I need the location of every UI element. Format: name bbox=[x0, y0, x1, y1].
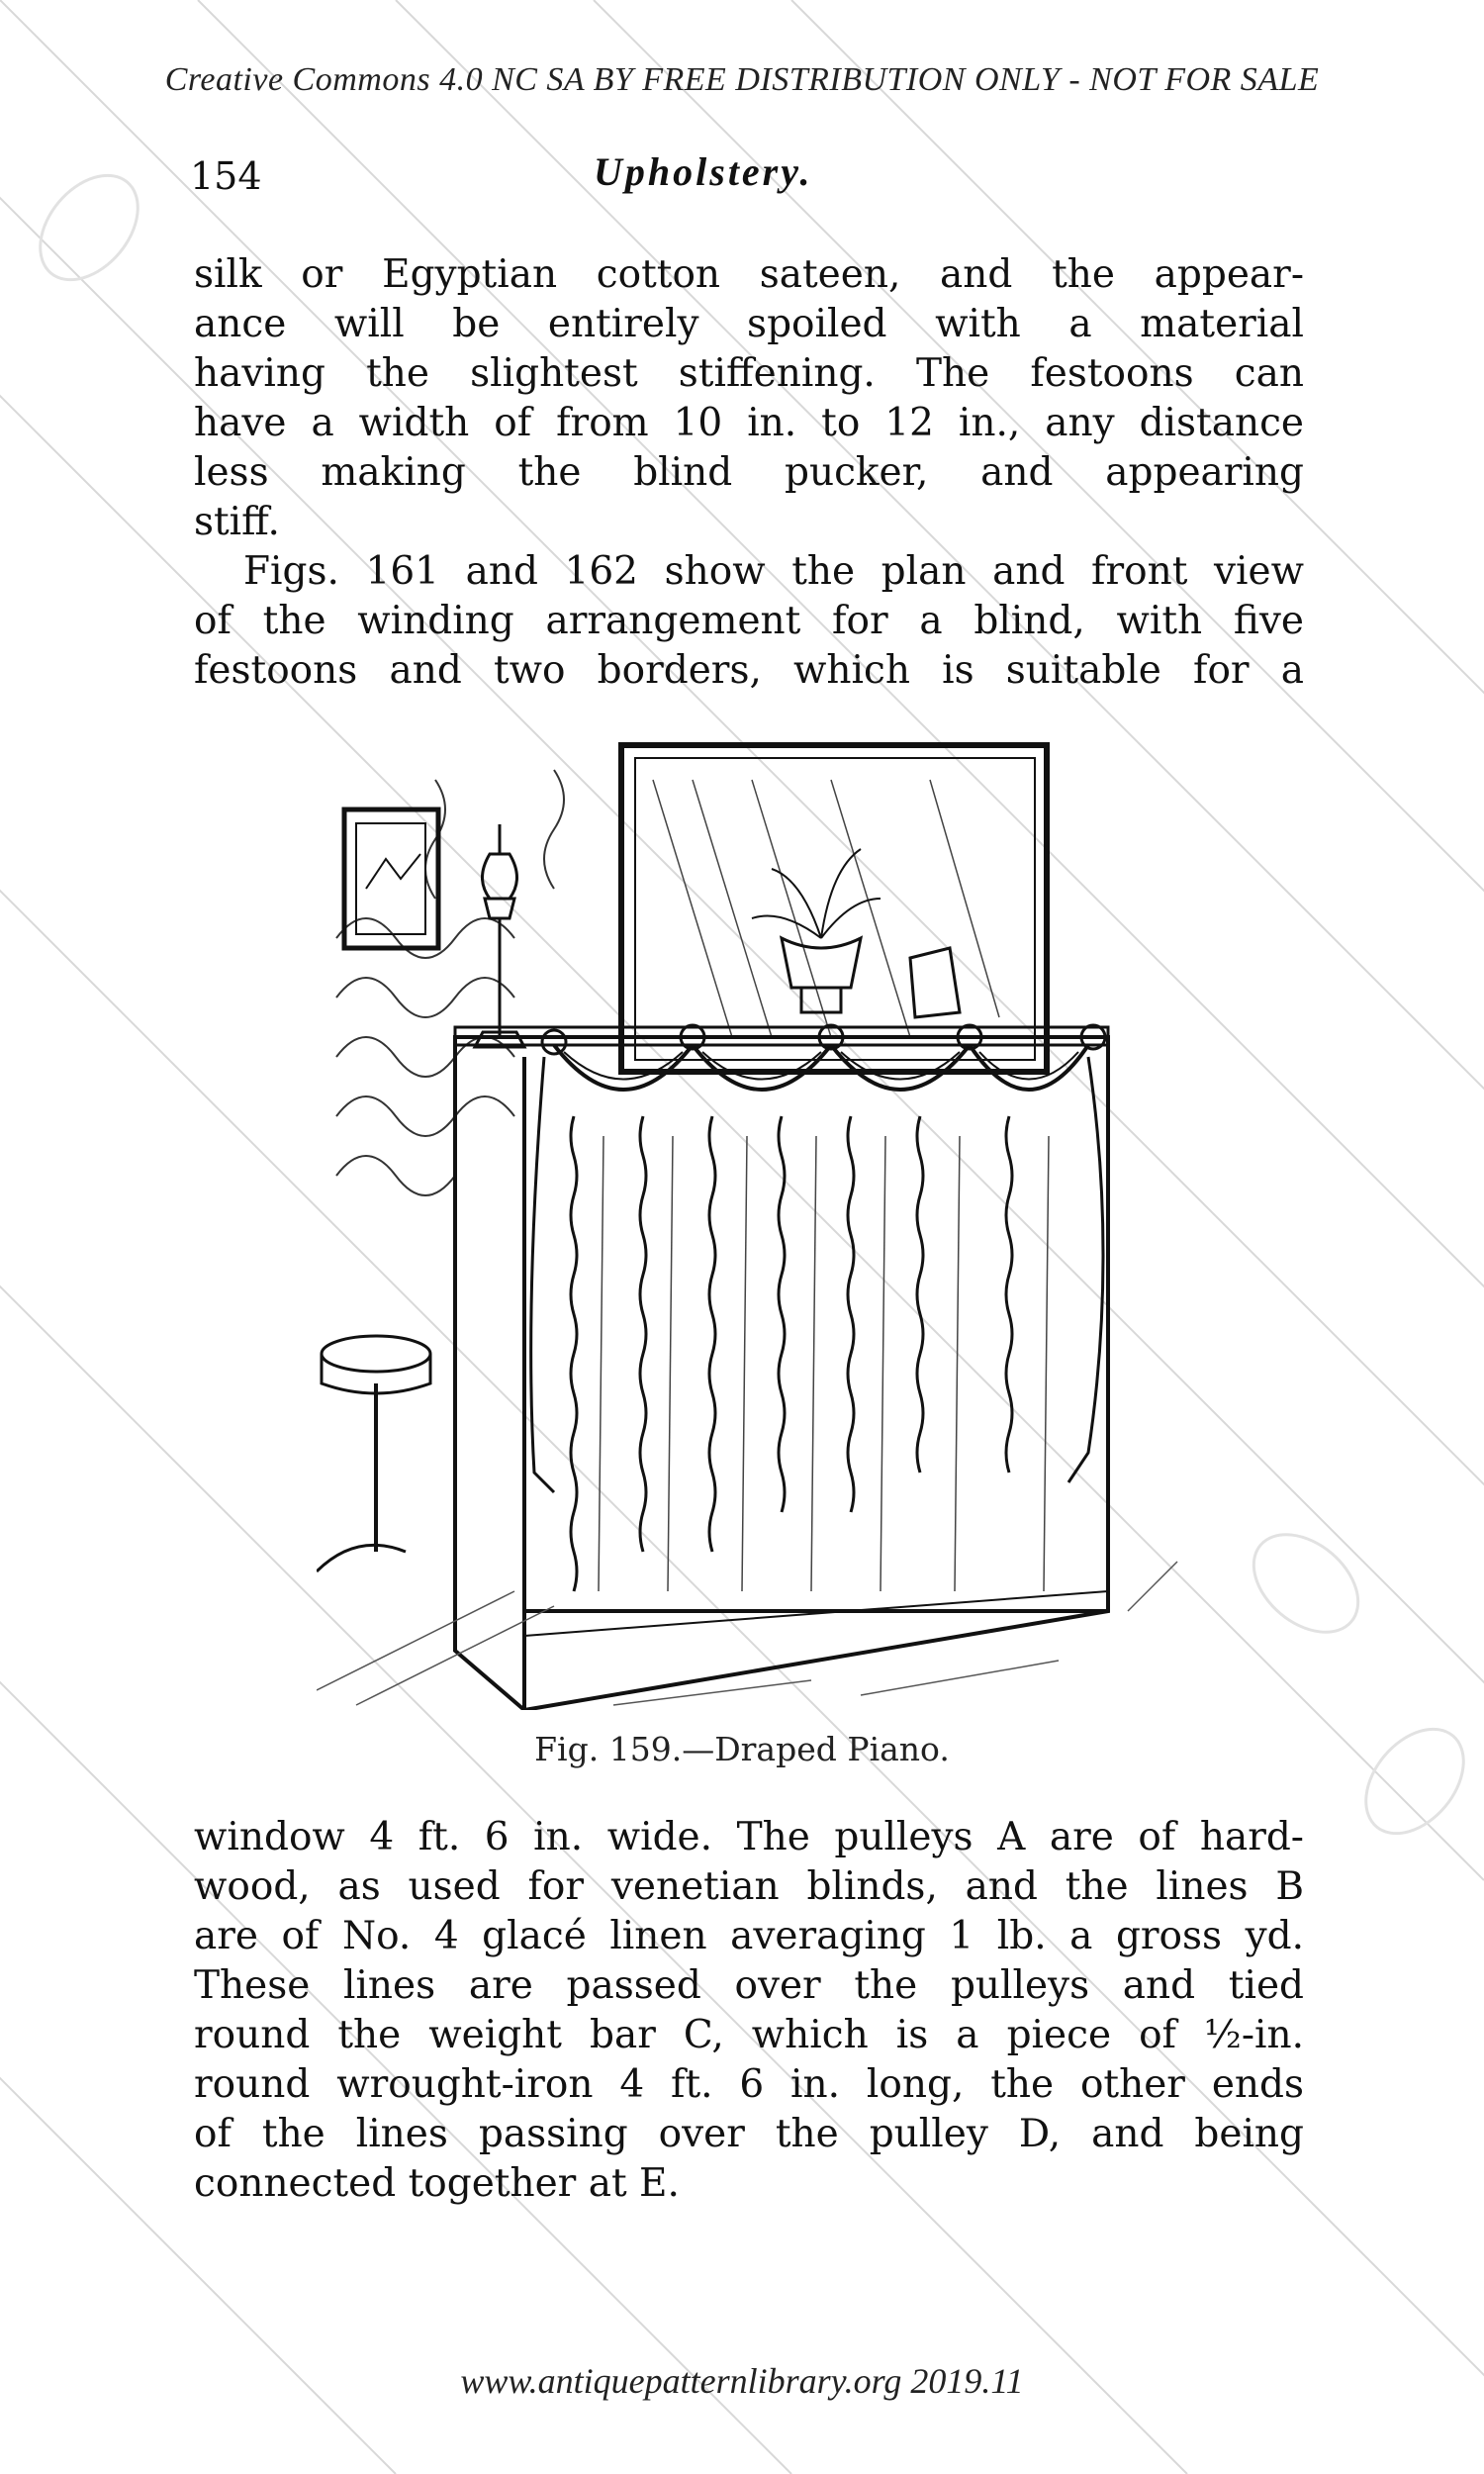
draped-piano-illustration bbox=[317, 740, 1187, 1710]
page-number: 154 bbox=[190, 154, 262, 198]
text-line: Figs. 161 and 162 show the plan and front view bbox=[243, 549, 1304, 594]
text-line: wood, as used for venetian blinds, and the lines B bbox=[194, 1864, 1304, 1909]
text-line: connected together at E. bbox=[194, 2161, 680, 2206]
text-line: of the winding arrangement for a blind, with five bbox=[194, 599, 1304, 643]
text-line: less making the blind pucker, and appearing bbox=[194, 450, 1304, 495]
text-line: ance will be entirely spoiled with a material bbox=[194, 302, 1304, 346]
paragraph-bottom bbox=[194, 1813, 1304, 2209]
figure-caption: Fig. 159.—Draped Piano. bbox=[534, 1730, 950, 1768]
text-line: festoons and two borders, which is suitable for a bbox=[194, 648, 1304, 693]
running-title: Upholstery. bbox=[594, 149, 813, 194]
paragraph-top bbox=[194, 250, 1304, 696]
watermark-footer: www.antiquepatternlibrary.org 2019.11 bbox=[460, 2361, 1024, 2401]
text-line: round wrought-iron 4 ft. 6 in. long, the other ends bbox=[194, 2062, 1304, 2107]
watermark-banner: Creative Commons 4.0 NC SA BY FREE DISTRIBUTION ONLY - NOT FOR SALE bbox=[164, 61, 1320, 98]
text-line: window 4 ft. 6 in. wide. The pulleys A are of hard- bbox=[194, 1815, 1304, 1859]
text-line: having the slightest stiffening. The festoons can bbox=[194, 351, 1304, 396]
text-line: of the lines passing over the pulley D, and being bbox=[194, 2112, 1304, 2156]
text-line: are of No. 4 glacé linen averaging 1 lb. a gross yd. bbox=[194, 1914, 1304, 1958]
text-line: have a width of from 10 in. to 12 in., any distance bbox=[194, 401, 1304, 445]
text-line: These lines are passed over the pulleys and tied bbox=[194, 1963, 1304, 2008]
text-line: round the weight bar C, which is a piece of ½-in. bbox=[194, 2013, 1304, 2057]
text-line: stiff. bbox=[194, 500, 280, 544]
text-line: silk or Egyptian cotton sateen, and the appear- bbox=[194, 252, 1304, 297]
